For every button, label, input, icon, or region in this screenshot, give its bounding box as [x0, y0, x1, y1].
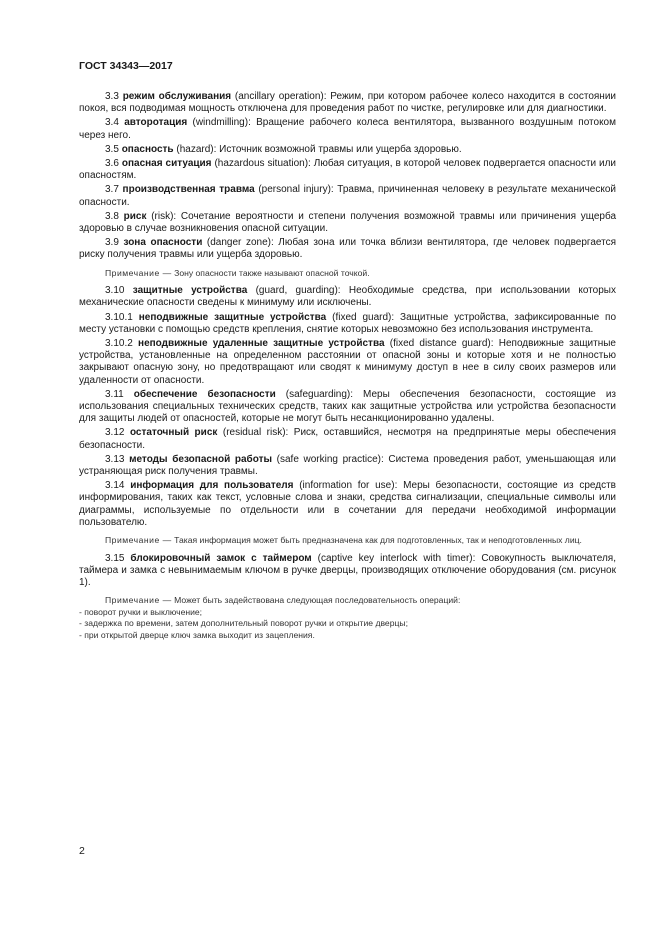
list-item: - поворот ручки и выключение; — [79, 606, 203, 617]
term-3-4: 3.4 авторотация (windmilling): Вращение рабочего колеса вентилятора, вызванного воздушным потоком через него. — [79, 117, 616, 141]
term-3-15: 3.15 блокировочный замок с таймером (captive key interlock with timer): Совокупность выключателя, таймера и замка с невынимаемым ключом в ручке дверцы, производящих отключение оборудования (см. рисунок 1). — [79, 552, 616, 588]
page-number: 2 — [79, 845, 85, 857]
term-3-8: 3.8 риск (risk): Сочетание вероятности и степени получения возможной травмы или причинения ущерба здоровью в случае возникновения опасной ситуации. — [79, 210, 617, 235]
term-3-5: 3.5 опасность (hazard): Источник возможной травмы или ущерба здоровью. — [105, 143, 462, 155]
document-header: ГОСТ 34343—2017 — [79, 60, 173, 72]
term-3-9: 3.9 зона опасности (danger zone): Любая зона или точка вблизи вентилятора, где человек подвергается риску получения травмы или ущерба здоровью. — [79, 237, 616, 261]
term-3-10-2: 3.10.2 неподвижные удаленные защитные устройства (fixed distance guard): Неподвижные защитные устройства, установленные на определенном расстоянии от опасной зоны и которые хотя и не полностью закрывают опасную зону, но предотвращают или сводят к минимуму доступ в нее в силу своих размеров или удаленности от опасности. — [79, 337, 616, 386]
note-danger-zone: Примечание — Зону опасности также называют опасной точкой. — [105, 267, 370, 278]
term-3-14: 3.14 информация для пользователя (information for use): Меры безопасности, состоящие из средств информирования, таких как текст, условные слова и знаки, средства сигнализации, специальные символы или диаграммы, используемые по отдельности или в сочетании для передачи необходимой информации пользователю. — [79, 480, 616, 528]
term-3-3: 3.3 режим обслуживания (ancillary operation): Режим, при котором рабочее колесо находится в состоянии покоя, вся подводимая мощность отключена для проведения работ по чистке, регулировке или для диагностики. — [79, 91, 616, 115]
term-3-10-1: 3.10.1 неподвижные защитные устройства (fixed guard): Защитные устройства, зафиксированные по месту установки с помощью средств крепления, снятие которых невозможно без использования инструмента. — [79, 311, 617, 335]
list-item: - при открытой дверце ключ замка выходит из зацепления. — [79, 629, 315, 640]
document-body — [79, 91, 616, 641]
term-3-11: 3.11 обеспечение безопасности (safeguarding): Меры обеспечения безопасности, состоящие из использования специальных технических средств, таких как защитные устройства или устройства безопасности для защиты людей от опасностей, которые не могут быть несанкционированно удалены. — [79, 388, 616, 425]
term-3-7: 3.7 производственная травма (personal injury): Травма, причиненная человеку в результате механической опасности. — [79, 184, 616, 208]
note-interlock-sequence: Примечание — Может быть задействована следующая последовательность операций: - поворот ручки и выключение; - задержка по времени, затем дополнительный поворот ручки и открытие дверцы; - при открытой дверце ключ замка выходит из зацепления. — [79, 595, 616, 641]
note-information: Примечание — Такая информация может быть предназначена как для подготовленных, так и неподготовленных лиц. — [105, 535, 582, 545]
term-3-6: 3.6 опасная ситуация (hazardous situation): Любая ситуация, в которой человек подвергается опасности или опасностям. — [79, 158, 617, 182]
term-3-10: 3.10 защитные устройства (guard, guarding): Необходимые средства, при использовании которых механические опасности сведены к минимуму или исключены. — [79, 285, 616, 309]
list-item: - задержка по времени, затем дополнительный поворот ручки и открытие дверцы; — [79, 618, 408, 629]
term-3-12: 3.12 остаточный риск (residual risk): Риск, оставшийся, несмотря на предпринятые меры обеспечения безопасности. — [79, 427, 616, 451]
term-3-13: 3.13 методы безопасной работы (safe working practice): Система проведения работ, уменьшающая или устраняющая риск получения травмы. — [79, 453, 616, 477]
